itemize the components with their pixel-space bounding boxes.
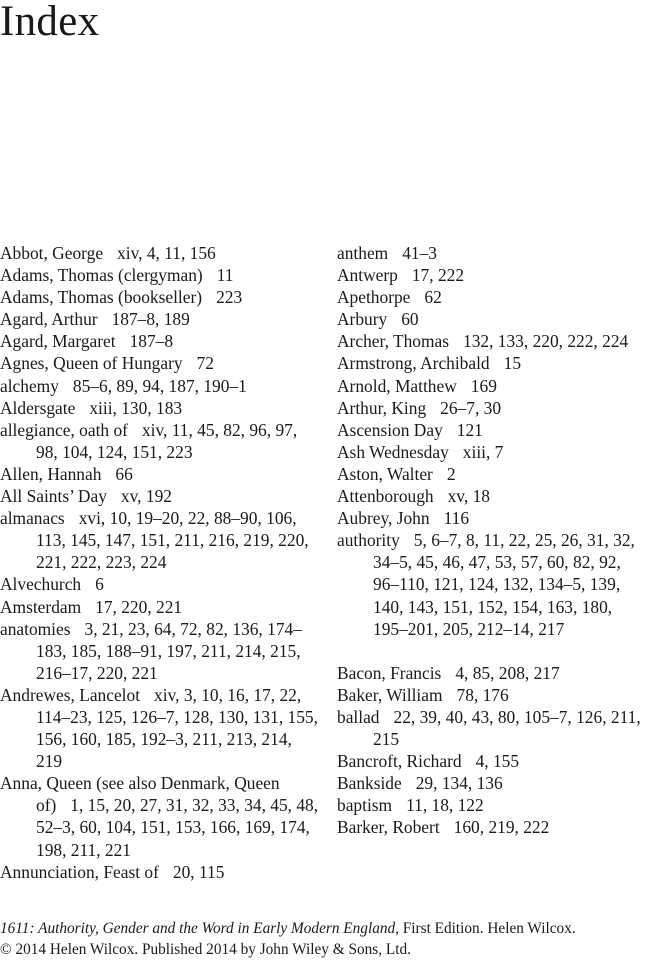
index-entry xyxy=(0,419,322,463)
entry-pages: 41–3 xyxy=(402,243,437,263)
entry-pages: 62 xyxy=(424,287,442,308)
entry-pages: 187–8, 189 xyxy=(111,309,190,330)
entry-pages: 5, 6–7, 8, 11, 22, 25, 26, 31, 32, 34–5, 45, 46, 47, 53, 57, 60, 82, 92, 96–110, 121, 124, 132, 134–5, 139, 140, 143, 151, 152, 154, 163, 180, 195–201, 205, 212–14, 217 xyxy=(373,530,635,639)
entry-term: Aston, Walter xyxy=(337,463,433,484)
entry-term: Antwerp xyxy=(337,265,398,286)
entry-term: Agard, Margaret xyxy=(0,331,116,352)
entry-term: Arthur, King xyxy=(337,397,427,418)
entry-pages: 17, 220, 221 xyxy=(95,596,183,617)
entry-term: Alvechurch xyxy=(0,574,82,595)
entry-term: Andrewes, Lancelot xyxy=(0,684,141,705)
entry-pages: 4, 155 xyxy=(475,751,520,772)
entry-term: Annunciation, Feast of xyxy=(0,861,159,882)
entry-pages: xiv, 3, 10, 16, 17, 22, 114–23, 125, 126–7, 128, 130, 131, 155, 156, 160, 185, 192–3, 211, 213, 214, 219 xyxy=(36,684,318,772)
index-entry xyxy=(0,463,322,485)
entry-term: ballad xyxy=(337,706,380,727)
entry-pages: 2 xyxy=(446,463,456,484)
entry-term: Barker, Robert xyxy=(337,817,440,838)
entry-pages: xv, 192 xyxy=(120,486,172,507)
entry-pages: 78, 176 xyxy=(456,684,509,705)
entry-term: Bankside xyxy=(337,773,402,794)
entry-term: Baker, William xyxy=(337,684,443,705)
index-entry xyxy=(337,264,650,286)
entry-term: almanacs xyxy=(0,508,65,529)
index-entry xyxy=(337,441,650,463)
letter-group-spacer xyxy=(337,640,650,662)
entry-pages: 1, 15, 20, 27, 31, 32, 33, 34, 45, 48, 52–3, 60, 104, 151, 153, 166, 169, 174, 198, 211, 221 xyxy=(36,795,319,860)
entry-pages: 3, 21, 23, 64, 72, 82, 136, 174–183, 185, 188–91, 197, 211, 214, 215, 216–17, 220, 221 xyxy=(36,618,302,683)
index-entry xyxy=(337,662,650,684)
entry-term: Adams, Thomas (clergyman) xyxy=(0,265,203,286)
entry-pages: xiii, 7 xyxy=(462,441,504,462)
index-entry xyxy=(337,507,650,529)
index-entry xyxy=(337,706,650,750)
index-entry xyxy=(337,684,650,706)
index-entry xyxy=(337,308,650,330)
entry-term: baptism xyxy=(337,795,393,816)
index-entry xyxy=(0,772,322,860)
index-entry xyxy=(337,750,650,772)
entry-pages: 29, 134, 136 xyxy=(415,773,503,794)
entry-term: Anna, Queen (see also Denmark, Queen of) xyxy=(0,773,280,816)
index-entry xyxy=(337,419,650,441)
entry-pages: 116 xyxy=(443,508,470,529)
entry-pages: 60 xyxy=(401,309,419,330)
entry-term: Agnes, Queen of Hungary xyxy=(0,353,183,374)
entry-pages: 11 xyxy=(216,265,234,286)
page-title: Index xyxy=(0,0,100,45)
entry-pages: 66 xyxy=(115,463,133,484)
index-entry xyxy=(337,772,650,794)
entry-term: Armstrong, Archibald xyxy=(337,353,490,374)
entry-term: authority xyxy=(337,530,400,551)
entry-term: Arbury xyxy=(337,309,388,330)
entry-pages: 20, 115 xyxy=(172,861,225,882)
entry-term: Bacon, Francis xyxy=(337,662,442,683)
index-entry xyxy=(337,397,650,419)
entry-pages: 121 xyxy=(456,419,483,440)
entry-term: Arnold, Matthew xyxy=(337,375,457,396)
entry-term: alchemy xyxy=(0,375,59,396)
entry-pages: 187–8 xyxy=(129,331,174,352)
entry-term: Ascension Day xyxy=(337,419,443,440)
index-entry xyxy=(0,308,322,330)
edition-author: , First Edition. Helen Wilcox. xyxy=(395,920,576,937)
entry-pages: xiii, 130, 183 xyxy=(89,397,183,418)
index-entry xyxy=(0,397,322,419)
entry-term: Adams, Thomas (bookseller) xyxy=(0,287,203,308)
entry-pages: xv, 18 xyxy=(447,486,490,507)
entry-term: Agard, Arthur xyxy=(0,309,98,330)
entry-pages: 85–6, 89, 94, 187, 190–1 xyxy=(72,375,247,396)
index-column-left xyxy=(0,242,322,883)
entry-pages: xiv, 11, 45, 82, 96, 97, 98, 104, 124, 151, 223 xyxy=(36,419,298,462)
index-entry xyxy=(337,794,650,816)
index-entry xyxy=(337,529,650,639)
entry-term: Archer, Thomas xyxy=(337,331,449,352)
index-entry xyxy=(0,242,322,264)
index-entry xyxy=(0,618,322,684)
index-entry xyxy=(0,264,322,286)
entry-term: Aubrey, John xyxy=(337,508,430,529)
footer-citation xyxy=(0,918,650,960)
entry-term: Abbot, George xyxy=(0,243,104,263)
index-entry xyxy=(0,596,322,618)
entry-term: anthem xyxy=(337,243,389,263)
index-entry xyxy=(0,507,322,573)
entry-term: All Saints’ Day xyxy=(0,486,107,507)
entry-pages: xvi, 10, 19–20, 22, 88–90, 106, 113, 145, 147, 151, 211, 216, 219, 220, 221, 222, 223, 224 xyxy=(36,508,309,573)
index-entry xyxy=(337,286,650,308)
entry-term: anatomies xyxy=(0,618,71,639)
index-column-right xyxy=(337,242,650,839)
entry-term: allegiance, oath of xyxy=(0,419,128,440)
index-entry xyxy=(337,352,650,374)
entry-pages: 160, 219, 222 xyxy=(453,817,550,838)
index-entry xyxy=(337,375,650,397)
entry-pages: 15 xyxy=(503,353,522,374)
entry-term: Amsterdam xyxy=(0,596,82,617)
entry-pages: 169 xyxy=(470,375,497,396)
entry-pages: 26–7, 30 xyxy=(440,397,502,418)
index-entry xyxy=(337,330,650,352)
index-entry xyxy=(337,242,650,264)
index-entry xyxy=(0,861,322,883)
entry-pages: 6 xyxy=(95,574,104,595)
index-entry xyxy=(0,286,322,308)
entry-term: Allen, Hannah xyxy=(0,463,102,484)
entry-term: Attenborough xyxy=(337,486,434,507)
index-entry xyxy=(337,485,650,507)
entry-term: Apethorpe xyxy=(337,287,411,308)
entry-term: Bancroft, Richard xyxy=(337,751,462,772)
entry-pages: 72 xyxy=(196,353,214,374)
entry-term: Ash Wednesday xyxy=(337,441,449,462)
entry-pages: xiv, 4, 11, 156 xyxy=(117,243,216,263)
entry-term: Aldersgate xyxy=(0,397,76,418)
entry-pages: 4, 85, 208, 217 xyxy=(455,662,560,683)
index-entry xyxy=(0,485,322,507)
entry-pages: 17, 222 xyxy=(411,265,465,286)
copyright-line: © 2014 Helen Wilcox. Published 2014 by John Wiley & Sons, Ltd. xyxy=(0,941,411,958)
entry-pages: 22, 39, 40, 43, 80, 105–7, 126, 211, 215 xyxy=(373,706,641,750)
index-entry xyxy=(0,330,322,352)
index-entry xyxy=(0,573,322,595)
index-entry xyxy=(0,684,322,772)
entry-pages: 223 xyxy=(216,287,243,308)
index-entry xyxy=(0,375,322,397)
citation-line xyxy=(0,918,650,939)
entry-pages: 132, 133, 220, 222, 224 xyxy=(463,331,629,352)
index-entry xyxy=(337,816,650,838)
book-title: 1611: Authority, Gender and the Word in Early Modern England xyxy=(0,920,396,937)
index-entry xyxy=(337,463,650,485)
entry-pages: 11, 18, 122 xyxy=(406,795,484,816)
index-entry xyxy=(0,352,322,374)
